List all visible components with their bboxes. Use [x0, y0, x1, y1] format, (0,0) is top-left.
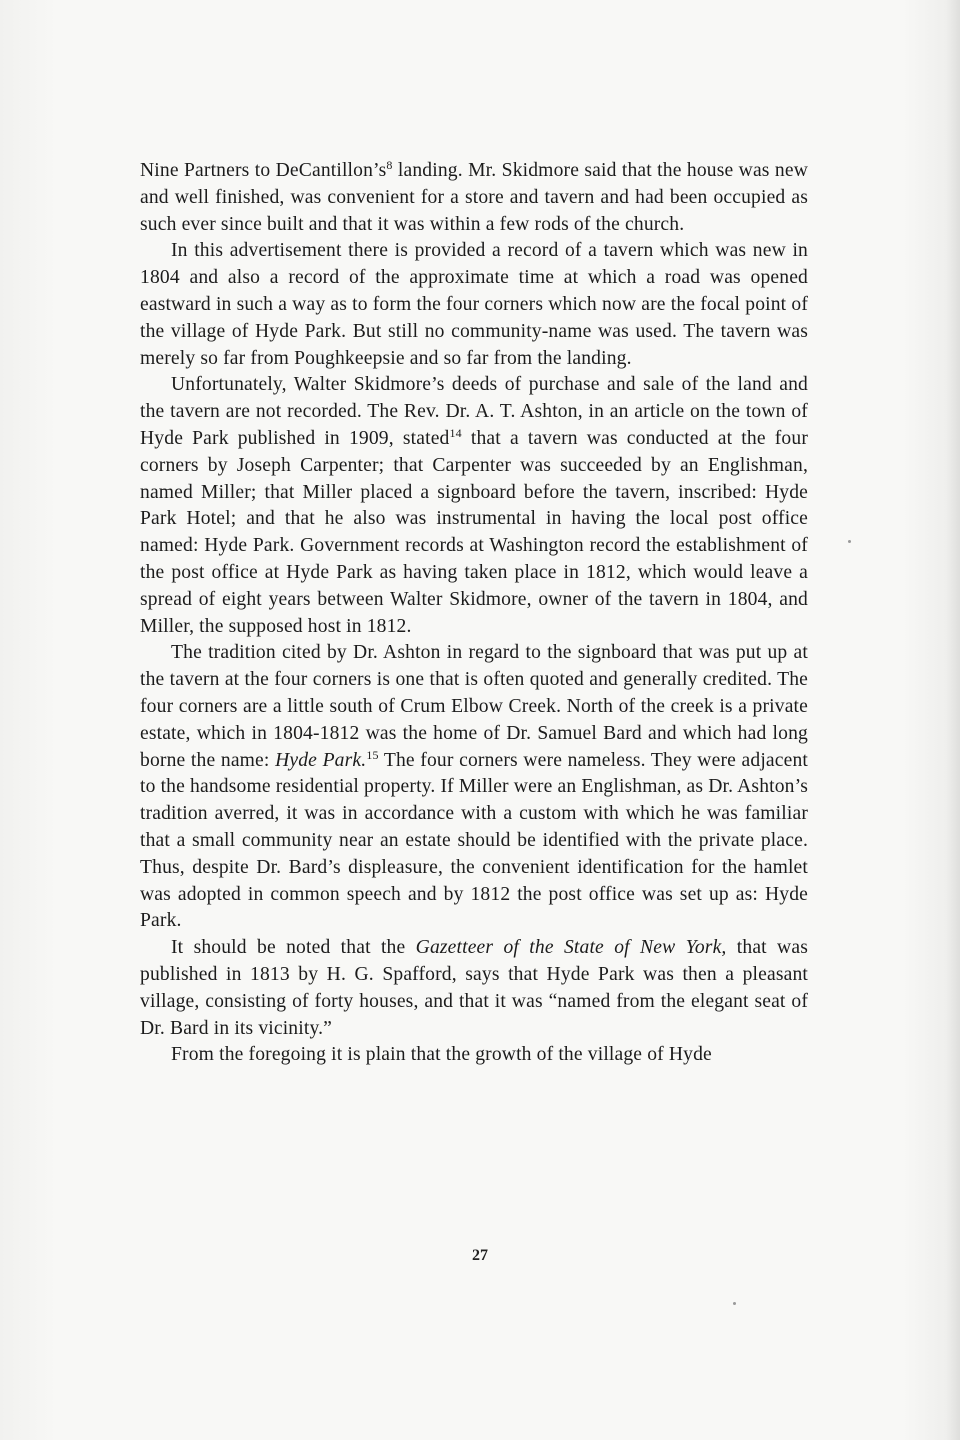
paper-speck — [848, 540, 851, 543]
paper-speck — [733, 1302, 736, 1305]
footnote-ref: 14 — [449, 425, 462, 440]
body-text — [140, 158, 808, 1069]
paragraph-1: Nine Partners to $DeCantillon’s^8$ landing. Mr. Skidmore said that the house was new and well finished, was convenient for a store and tavern and had been occupied as such ever since built and that it was within a few rods of the church. — [140, 158, 809, 235]
italic-title: Gazetteer of the State of New York, — [415, 937, 727, 959]
paragraph-6: From the foregoing it is plain that the growth of the village of Hyde — [171, 1044, 712, 1066]
page-edge-shadow — [946, 0, 960, 1440]
paragraph-4: The tradition cited by Dr. Ashton in regard to the signboard that was put up at the tavern at the four corners is one that is often quoted and generally credited. The four corners are a little south of Crum Elbow Creek. North of the creek is a private estate, which in 1804-1812 was the home of Dr. Samuel Bard and which had long borne the name: Hyde Park.$^{15}$ The four corners were nameless. They were adjacent to the handsome residential property. If Miller were an Englishman, as Dr. Ashton’s tradition averred, it was in accordance with a custom with which he was familiar that a small community near an estate should be identified with the private place. Thus, despite Dr. Bard’s displeasure, the convenient identification for the hamlet was adopted in common speech and by 1812 the post office was set up as: Hyde Park. — [140, 642, 808, 932]
footnote-ref: 8 — [386, 158, 393, 172]
page-number: 27 — [472, 1247, 488, 1264]
paragraph-3: Unfortunately, Walter Skidmore’s deeds of purchase and sale of the land and the tavern are not recorded. The Rev. Dr. A. T. Ashton, in an article on the town of Hyde Park published in 1909, stated$^{14}$ that a tavern was conducted at the four corners by Joseph Carpenter; that Carpenter was succeeded by an Englishman, named Miller; that Miller placed a signboard before the tavern, inscribed: Hyde Park Hotel; and that he also was instrumental in having the local post office named: Hyde Park. Government records at Washington record the establishment of the post office at Hyde Park as having taken place in 1812, which would leave a spread of eight years between Walter Skidmore, owner of the tavern in 1804, and Miller, the supposed host in 1812. — [140, 374, 808, 637]
paragraph-5: It should be noted that the Gazetteer of the State of New York, that was published in 1813 by H. G. Spafford, says that Hyde Park was then a pleasant village, consisting of forty houses, and that it was “named from the elegant seat of Dr. Bard in its vicinity.” — [140, 937, 808, 1039]
footnote-ref: 15 — [366, 747, 379, 762]
paragraph-2: In this advertisement there is provided a record of a tavern which was new in 1804 and also a record of the approximate time at which a road was opened eastward in such a way as to form the four corners which now are the focal point of the village of Hyde Park. But still no community-name was used. The tavern was merely so far from Poughkeepsie and so far from the landing. — [140, 240, 808, 369]
italic-title: Hyde Park. — [275, 749, 367, 771]
